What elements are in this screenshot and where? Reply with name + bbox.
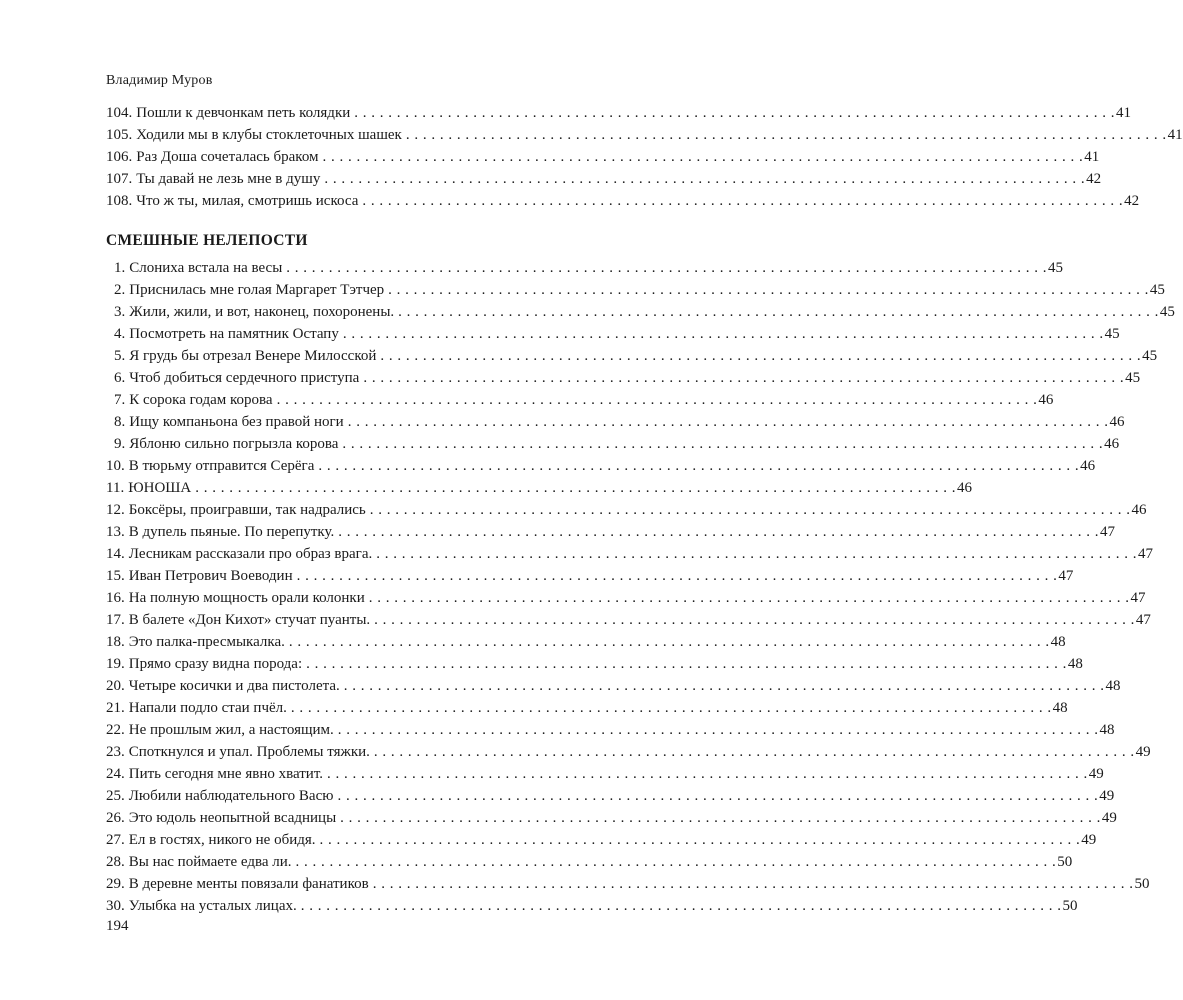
toc-leader-dots: [323, 146, 1084, 168]
toc-entry: [106, 653, 1083, 675]
toc-leader-dots: [277, 389, 1038, 411]
toc-entry-number: 108.: [106, 193, 133, 209]
toc-entry-number: 16.: [106, 590, 125, 606]
toc-entry-title: К сорока годам корова: [129, 392, 273, 408]
toc-entry-page: 48: [1052, 700, 1068, 716]
toc-entry-page: 46: [1038, 392, 1054, 408]
toc-leader-dots: [338, 719, 1099, 741]
toc-entry-title: В деревне менты повязали фанатиков: [128, 876, 369, 892]
toc-entry-page: 48: [1099, 722, 1115, 738]
toc-entry-number: 28.: [106, 854, 125, 870]
toc-entry-title: Четыре косички и два пистолета.: [128, 678, 340, 694]
toc-entry-page: 50: [1062, 898, 1078, 914]
toc-entry: [106, 279, 1165, 301]
toc-entry-number: 30.: [106, 898, 125, 914]
toc-entry-title: В дупель пьяные. По перепутку.: [128, 524, 335, 540]
toc-entry-number: 21.: [106, 700, 125, 716]
toc-leader-dots: [348, 411, 1109, 433]
toc-entry-page: 47: [1138, 546, 1153, 562]
toc-entry-title: Это палка-пресмыкалка.: [128, 634, 285, 650]
toc-leader-dots: [373, 873, 1134, 895]
toc-entry-page: 42: [1124, 193, 1140, 209]
toc-entry-page: 47: [1135, 612, 1151, 628]
toc-entry-page: 46: [957, 480, 972, 496]
toc-entry-page: 49: [1135, 744, 1151, 760]
toc-entry-page: 49: [1101, 810, 1117, 826]
running-header: Владимир Муров: [106, 73, 213, 88]
toc-entry-page: 48: [1050, 634, 1066, 650]
toc-leader-dots: [406, 124, 1167, 146]
toc-entry-title: Любили наблюдательного Васю: [128, 788, 334, 804]
toc-leader-dots: [363, 367, 1124, 389]
toc-entry-title: Ищу компаньона без правой ноги: [129, 414, 344, 430]
toc-leader-dots: [324, 168, 1085, 190]
toc-leader-dots: [388, 279, 1149, 301]
toc-entry-page: 48: [1105, 678, 1121, 694]
toc-entry-number: 7.: [114, 392, 126, 408]
toc-entry-page: 50: [1134, 876, 1150, 892]
toc-entry: [106, 190, 1140, 212]
toc-entry-title: Что ж ты, милая, смотришь искоса: [136, 193, 359, 209]
toc-entry: [106, 146, 1100, 168]
toc-entry-title: В тюрьму отправится Серёга: [128, 458, 315, 474]
toc-entry-number: 24.: [106, 766, 125, 782]
toc-list-section: [106, 257, 1175, 917]
toc-list-top: [106, 102, 1183, 212]
toc-leader-dots: [362, 190, 1123, 212]
toc-leader-dots: [342, 433, 1103, 455]
toc-entry-title: Я грудь бы отрезал Венере Милосской: [129, 348, 377, 364]
toc-entry-title: Прямо сразу видна порода:: [128, 656, 303, 672]
toc-entry-page: 48: [1067, 656, 1083, 672]
toc-entry-number: 13.: [106, 524, 125, 540]
toc-entry-number: 29.: [106, 876, 125, 892]
toc-entry: [106, 477, 972, 499]
toc-entry-page: 45: [1104, 326, 1120, 342]
toc-entry: [106, 631, 1066, 653]
toc-leader-dots: [327, 763, 1088, 785]
toc-entry-title: Улыбка на усталых лицах.: [128, 898, 297, 914]
toc-leader-dots: [338, 521, 1099, 543]
toc-entry-page: 42: [1086, 171, 1102, 187]
toc-entry-number: 3.: [114, 304, 126, 320]
toc-entry-title: Напали подло стаи пчёл.: [128, 700, 287, 716]
toc-leader-dots: [286, 257, 1047, 279]
toc-entry-title: Пошли к девчонкам петь колядки: [136, 105, 351, 121]
toc-entry-title: Иван Петрович Воеводин: [128, 568, 293, 584]
toc-leader-dots: [374, 609, 1135, 631]
toc-entry: [106, 323, 1120, 345]
toc-entry-page: 47: [1100, 524, 1116, 540]
toc-entry-number: 2.: [114, 282, 126, 298]
toc-leader-dots: [376, 543, 1137, 565]
toc-entry: [106, 102, 1132, 124]
toc-entry: [106, 124, 1183, 146]
toc-entry-number: 26.: [106, 810, 125, 826]
toc-entry-page: 45: [1149, 282, 1165, 298]
toc-entry-title: Пить сегодня мне явно хватит.: [128, 766, 324, 782]
toc-entry: [106, 257, 1064, 279]
toc-entry-title: Боксёры, проигравши, так надрались: [128, 502, 366, 518]
toc-entry-title: Раз Доша сочеталась браком: [136, 149, 319, 165]
toc-entry-number: 6.: [114, 370, 126, 386]
toc-entry-page: 41: [1167, 127, 1183, 143]
toc-entry-page: 47: [1130, 590, 1146, 606]
toc-entry-title: Приснилась мне голая Маргарет Тэтчер: [129, 282, 385, 298]
toc-entry-title: На полную мощность орали колонки: [128, 590, 365, 606]
toc-leader-dots: [291, 697, 1052, 719]
toc-entry-number: 27.: [106, 832, 125, 848]
toc-entry: [106, 807, 1117, 829]
toc-entry: [106, 433, 1120, 455]
toc-leader-dots: [369, 587, 1130, 609]
toc-entry: [106, 741, 1151, 763]
toc-leader-dots: [370, 499, 1131, 521]
toc-leader-dots: [195, 477, 956, 499]
toc-entry-page: 46: [1104, 436, 1120, 452]
toc-leader-dots: [354, 102, 1115, 124]
toc-entry-number: 23.: [106, 744, 125, 760]
toc-entry-title: Споткнулся и упал. Проблемы тяжки.: [128, 744, 370, 760]
toc-entry-title: Вы нас поймаете едва ли.: [128, 854, 292, 870]
toc-leader-dots: [398, 301, 1159, 323]
toc-entry-title: Чтоб добиться сердечного приступа: [129, 370, 360, 386]
toc-entry-title: Яблоню сильно погрызла корова: [129, 436, 339, 452]
toc-entry-number: 8.: [114, 414, 126, 430]
toc-leader-dots: [337, 785, 1098, 807]
toc-entry: [106, 785, 1115, 807]
toc-entry: [106, 543, 1153, 565]
toc-entry-page: 50: [1057, 854, 1073, 870]
toc-entry: [106, 499, 1147, 521]
toc-entry-page: 45: [1125, 370, 1141, 386]
toc-entry-title: В балете «Дон Кихот» стучат пуанты.: [128, 612, 371, 628]
toc-entry-title: Это юдоль неопытной всадницы: [128, 810, 337, 826]
toc-entry-title: Ходили мы в клубы стоклеточных шашек: [136, 127, 402, 143]
toc-entry-title: Лесникам рассказали про образ врага.: [128, 546, 373, 562]
page-number: 194: [106, 918, 129, 934]
toc-entry-number: 15.: [106, 568, 125, 584]
toc-entry-number: 25.: [106, 788, 125, 804]
toc-entry-number: 11.: [106, 480, 125, 496]
toc-entry: [106, 587, 1146, 609]
toc-entry: [106, 345, 1158, 367]
toc-entry-title: Жили, жили, и вот, наконец, похоронены.: [129, 304, 395, 320]
toc-entry-title: Слониха встала на весы: [129, 260, 283, 276]
toc-leader-dots: [343, 323, 1104, 345]
toc-entry: [106, 301, 1175, 323]
toc-leader-dots: [289, 631, 1050, 653]
toc-entry-number: 19.: [106, 656, 125, 672]
toc-entry: [106, 851, 1073, 873]
toc-entry-number: 17.: [106, 612, 125, 628]
toc-leader-dots: [296, 851, 1057, 873]
toc-entry-title: Не прошлым жил, а настоящим.: [128, 722, 334, 738]
toc-entry-page: 49: [1099, 788, 1115, 804]
section-title: СМЕШНЫЕ НЕЛЕПОСТИ: [106, 232, 308, 249]
toc-entry-page: 46: [1131, 502, 1147, 518]
toc-leader-dots: [340, 807, 1101, 829]
toc-entry-title: Ел в гостях, никого не обидя.: [128, 832, 316, 848]
toc-entry-number: 12.: [106, 502, 125, 518]
toc-entry: [106, 367, 1141, 389]
toc-leader-dots: [301, 895, 1062, 917]
toc-entry-number: 10.: [106, 458, 125, 474]
toc-entry-page: 47: [1058, 568, 1074, 584]
toc-entry-number: 105.: [106, 127, 133, 143]
toc-entry-number: 1.: [114, 260, 126, 276]
toc-entry: [106, 675, 1121, 697]
toc-entry-number: 14.: [106, 546, 125, 562]
toc-leader-dots: [297, 565, 1058, 587]
toc-entry-number: 4.: [114, 326, 126, 342]
toc-entry: [106, 719, 1115, 741]
toc-entry: [106, 565, 1074, 587]
toc-entry-page: 41: [1116, 105, 1132, 121]
toc-entry-page: 46: [1080, 458, 1096, 474]
toc-entry: [106, 411, 1125, 433]
toc-entry-page: 45: [1142, 348, 1158, 364]
toc-entry: [106, 389, 1054, 411]
toc-entry-number: 22.: [106, 722, 125, 738]
toc-entry: [106, 521, 1116, 543]
toc-entry: [106, 455, 1096, 477]
toc-leader-dots: [374, 741, 1135, 763]
toc-entry-title: Посмотреть на памятник Остапу: [129, 326, 339, 342]
toc-entry: [106, 873, 1150, 895]
toc-entry-number: 5.: [114, 348, 126, 364]
toc-entry-page: 46: [1109, 414, 1125, 430]
toc-leader-dots: [318, 455, 1079, 477]
toc-leader-dots: [320, 829, 1081, 851]
toc-entry: [106, 168, 1102, 190]
toc-entry-page: 49: [1081, 832, 1097, 848]
toc-entry-number: 20.: [106, 678, 125, 694]
toc-entry-number: 18.: [106, 634, 125, 650]
toc-entry-number: 107.: [106, 171, 133, 187]
toc-leader-dots: [380, 345, 1141, 367]
toc-entry-number: 9.: [114, 436, 126, 452]
toc-leader-dots: [306, 653, 1067, 675]
toc-entry-page: 45: [1159, 304, 1175, 320]
toc-entry: [106, 609, 1151, 631]
toc-entry-page: 41: [1084, 149, 1100, 165]
toc-entry: [106, 763, 1104, 785]
toc-entry: [106, 829, 1097, 851]
toc-entry-title: Ты давай не лезь мне в душу: [136, 171, 321, 187]
toc-entry-page: 49: [1088, 766, 1104, 782]
toc-entry-page: 45: [1048, 260, 1064, 276]
toc-entry: [106, 697, 1068, 719]
toc-entry-number: 106.: [106, 149, 133, 165]
toc-leader-dots: [344, 675, 1105, 697]
toc-entry-number: 104.: [106, 105, 133, 121]
toc-entry-title: ЮНОША: [128, 480, 192, 496]
toc-entry: [106, 895, 1078, 917]
